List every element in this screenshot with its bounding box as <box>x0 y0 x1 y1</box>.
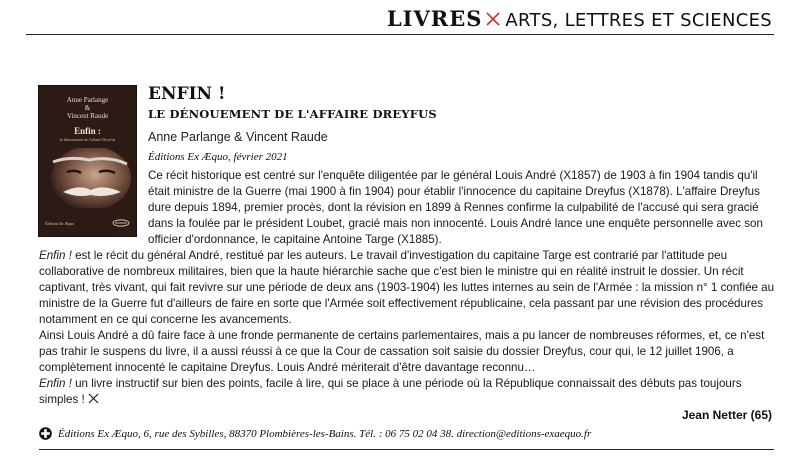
publisher-contact-text: Éditions Ex Æquo, 6, rue des Sybilles, 88370 Plombières-les-Bains. Tél. : 06 75 02 04 38. direction@editions-exaequo.fr <box>58 427 592 440</box>
end-cross-icon <box>88 393 99 404</box>
cover-author-amp: & <box>84 104 91 112</box>
cover-portrait-image <box>39 148 136 208</box>
book-cover <box>39 86 136 236</box>
cover-author-2: Vincent Raude <box>66 112 109 120</box>
review-paragraph-1: Ce récit historique est centré sur l'enquête diligentée par le général Louis André (X1857) de 1903 à fin 1904 tandis qu'il était ministre de la Guerre (mai 1900 à fin 1904) pour établir l'innocence du capitaine Dreyfus (X1878). L'affaire Dreyfus dure depuis 1894, premier procès, dont la révision en 1899 à Rennes confirme la culpabilité de l'accusé qui sera gracié dans la foulée par le président Loubet, gracié mais non innocenté. Louis André lance une enquête personnelle avec son officier d'ordonnance, le capitaine Antoine Targe (X1885). <box>148 169 763 246</box>
review-paragraph-4 <box>39 376 776 408</box>
header-divider <box>26 34 774 35</box>
review-paragraph-4-text: un livre instructif sur bien des points, facile à lire, qui se place à une période où la République connaissait des débuts pas toujours simples ! <box>39 377 742 406</box>
book-subtitle: LE DÉNOUEMENT DE L'AFFAIRE DREYFUS <box>148 107 437 121</box>
book-edition: Éditions Ex Æquo, février 2021 <box>148 151 288 163</box>
cover-title: Enfin : <box>74 126 101 136</box>
section-separator-icon <box>486 11 500 27</box>
book-title: ENFIN ! <box>148 84 226 104</box>
review-paragraph-2 <box>39 248 776 328</box>
publisher-contact <box>39 427 591 440</box>
section-header-title <box>387 6 772 31</box>
book-authors: Anne Parlange & Vincent Raude <box>148 130 328 144</box>
review-paragraph-3: Ainsi Louis André a dû faire face à une fronde permanente de certains parlementaires, mais a pu lancer de nombreuses réformes, et, ce n'est pas trahir le suspens du livre, il a aussi réussi à ce que la Cour de cassation soit saisie du dossier Dreyfus, cour qui, le 12 juillet 1906, a complètement innocenté le capitaine Dreyfus. Louis André mériterait d'être davantage reconnu… <box>39 329 765 374</box>
cover-subtitle: le dénouement de l'affaire Dreyfus <box>59 137 116 142</box>
cover-publisher-logo-icon <box>112 219 130 227</box>
review-paragraph-2-text: est le récit du général André, restitué par les auteurs. Le travail d'investigation du capitaine Targe est contrarié par l'attitude peu collaborative de nombreux militaires, bien que la haute hiérarchie sache que c'est bien le ministre qui en réalité instruit le dossier. Un récit captivant, très vivant, qui fait revivre sur une période de deux ans (1903-1904) les luttes internes au sein de l'Armée : la mission n° 1 confiée au ministre de la Guerre fut d'ailleurs de faire en sorte que l'Armée soit effectivement républicaine, cela passant par une révision des procédures notamment en ce qui concerne les avancements. <box>39 249 775 326</box>
bottom-divider <box>39 449 774 450</box>
book-title-inline: Enfin ! <box>39 249 72 262</box>
section-subname: ARTS, LETTRES ET SCIENCES <box>505 10 772 31</box>
plus-circle-icon <box>39 427 52 440</box>
cover-author-1: Anne Parlange <box>66 96 109 104</box>
section-name: LIVRES <box>386 6 483 31</box>
book-title-inline: Enfin ! <box>39 377 72 390</box>
section-header <box>0 0 800 40</box>
cover-publisher: Éditions Ex Æquo <box>45 221 75 226</box>
review-signature: Jean Netter (65) <box>681 408 772 422</box>
